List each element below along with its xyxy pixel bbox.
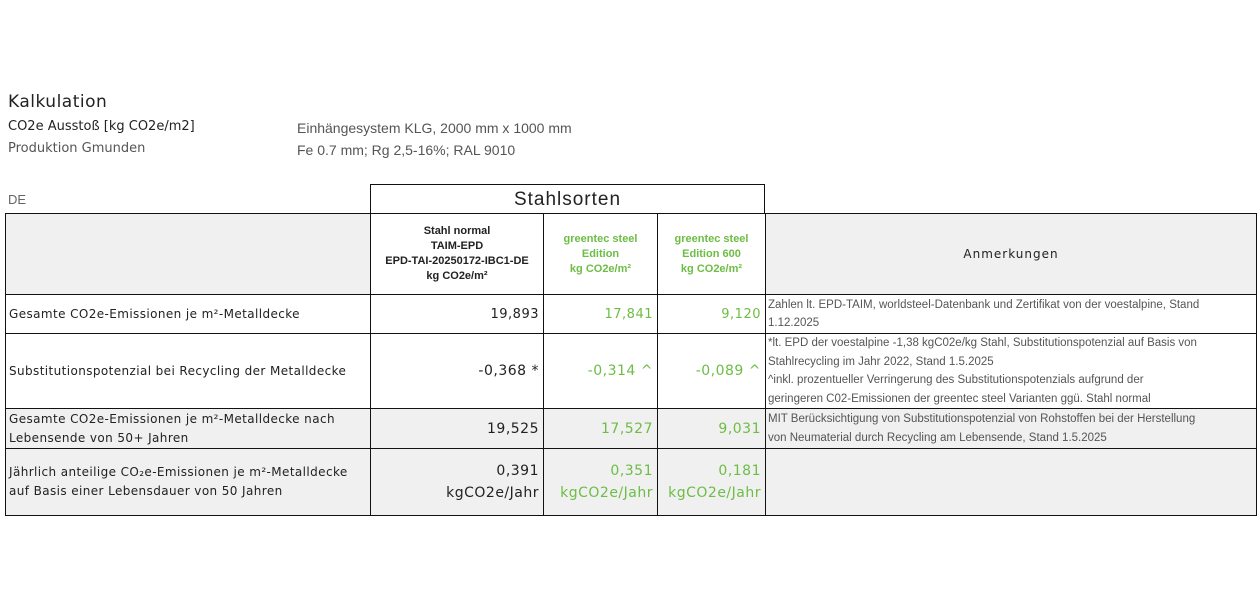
row-note <box>766 334 1257 409</box>
row-label: Gesamte CO2e-Emissionen je m²-Metalldecke <box>6 295 371 334</box>
value-unit: kgCO2e/Jahr <box>446 485 539 501</box>
value-stahl-normal: 19,525 <box>371 409 544 449</box>
note-line: geringeren C02-Emissionen der greentec steel Varianten ggü. Stahl normal <box>768 392 1151 405</box>
value-greentec-edition-600 <box>658 449 766 516</box>
row-note <box>766 409 1257 449</box>
label-line: auf Basis einer Lebensdauer von 50 Jahren <box>9 484 283 498</box>
value-greentec-edition: 17,527 <box>544 409 658 449</box>
table-row <box>6 449 1257 516</box>
value-greentec-edition: 17,841 <box>544 295 658 334</box>
note-line: MIT Berücksichtigung von Substitutionspotenzial von Rohstoffen bei der Herstellung <box>768 413 1196 425</box>
note-line: Stahlrecycling im Jahr 2022, Stand 1.5.2025 <box>768 355 994 368</box>
col2-line3: kg CO2e/m² <box>569 262 632 275</box>
col-header-notes: Anmerkungen <box>766 214 1257 295</box>
note-line: ^inkl. prozentueller Verringerung des Substitutionspotenzials aufgrund der <box>768 374 1144 386</box>
subtitle: CO2e Ausstoß [kg CO2e/m2] <box>8 119 195 134</box>
value-greentec-edition-600: 9,031 <box>658 409 766 449</box>
note-line: 1.12.2025 <box>768 317 820 329</box>
col-header-greentec-edition-600 <box>658 214 766 295</box>
label-line: Lebensende von 50+ Jahren <box>9 430 189 445</box>
production-location: Produktion Gmunden <box>8 141 146 156</box>
col2-line2: Edition <box>581 247 620 260</box>
note-line: Zahlen lt. EPD-TAIM, worldsteel-Datenbank und Zertifikat von der voestalpine, Stand <box>768 298 1200 311</box>
table-row <box>6 409 1257 449</box>
header-left <box>8 92 195 160</box>
value-stahl-normal: -0,368 * <box>371 334 544 409</box>
row-note <box>766 295 1257 334</box>
col2-line1: greentec steel <box>563 232 638 245</box>
steel-types-header: Stahlsorten <box>370 184 765 213</box>
row-label <box>6 449 371 516</box>
note-line: von Neumaterial durch Recycling am Lebensende, Stand 1.5.2025 <box>768 431 1107 444</box>
row-label <box>6 409 371 449</box>
table-row <box>6 334 1257 409</box>
header-right <box>297 117 572 161</box>
value-number: 0,391 <box>496 463 539 479</box>
col1-line4: kg CO2e/m² <box>426 270 488 282</box>
value-greentec-edition-600: 9,120 <box>658 295 766 334</box>
col-header-stahl-normal <box>371 214 544 295</box>
col1-line3: EPD-TAI-20250172-IBC1-DE <box>385 255 529 267</box>
value-unit: kgCO2e/Jahr <box>668 485 761 501</box>
col-header-greentec-edition <box>544 214 658 295</box>
table-header-row <box>6 214 1257 295</box>
value-stahl-normal <box>371 449 544 516</box>
value-greentec-edition-600: -0,089 ^ <box>658 334 766 409</box>
emissions-table <box>5 213 1257 516</box>
material-spec: Fe 0.7 mm; Rg 2,5-16%; RAL 9010 <box>297 142 516 158</box>
value-number: 0,181 <box>718 463 761 479</box>
empty-header-cell <box>6 214 371 295</box>
col3-line1: greentec steel <box>674 232 749 245</box>
col1-line1: Stahl normal <box>423 225 491 237</box>
value-unit: kgCO2e/Jahr <box>560 485 653 501</box>
col3-line3: kg CO2e/m² <box>680 262 743 275</box>
table-row <box>6 295 1257 334</box>
region-label: DE <box>8 192 27 207</box>
col1-line2: TAIM-EPD <box>430 240 484 252</box>
label-line: Gesamte CO2e-Emissionen je m²-Metalldecke nach <box>9 411 335 426</box>
value-greentec-edition <box>544 449 658 516</box>
label-line: Jährlich anteilige CO₂e-Emissionen je m²-Metalldecke <box>9 465 348 479</box>
row-note-empty <box>766 449 1257 516</box>
page-title: Kalkulation <box>8 92 108 112</box>
value-greentec-edition: -0,314 ^ <box>544 334 658 409</box>
row-label: Substitutionspotenzial bei Recycling der Metalldecke <box>6 334 371 409</box>
note-line: *lt. EPD der voestalpine -1,38 kgC02e/kg Stahl, Substitutionspotenzial auf Basis von <box>768 337 1197 349</box>
col3-line2: Edition 600 <box>682 247 741 260</box>
system-spec: Einhängesystem KLG, 2000 mm x 1000 mm <box>297 120 572 136</box>
value-stahl-normal: 19,893 <box>371 295 544 334</box>
value-number: 0,351 <box>610 463 653 479</box>
